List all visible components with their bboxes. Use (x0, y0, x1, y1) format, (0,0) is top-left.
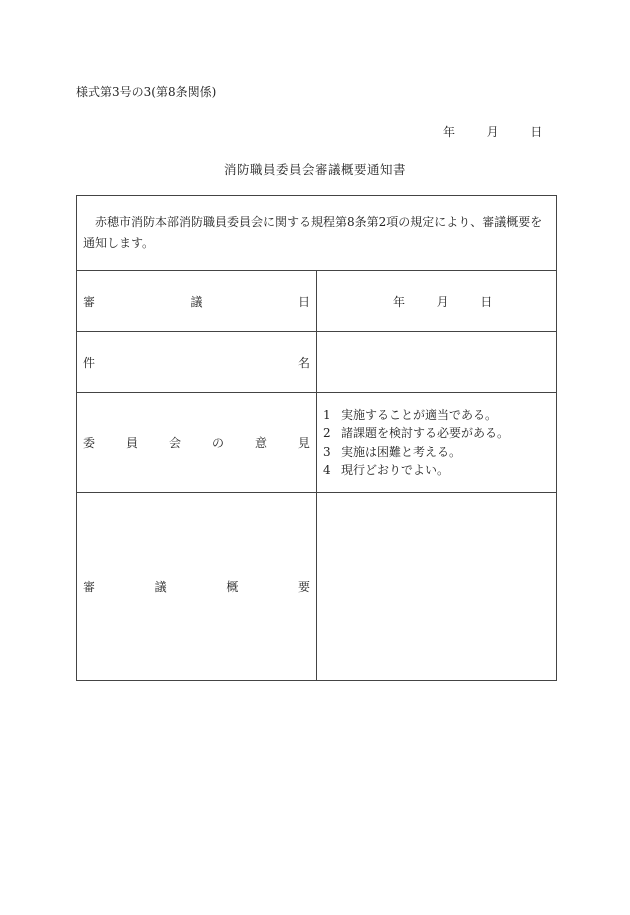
label-char: 意 (254, 436, 267, 450)
deliberation-summary-label (77, 493, 317, 681)
label-char: 審 (83, 580, 96, 594)
date-day-label: 日 (530, 125, 543, 139)
notice-form-table (76, 195, 557, 681)
deliberation-summary-field[interactable] (317, 493, 557, 681)
label-char: 会 (168, 436, 181, 450)
form-number: 様式第3号の3(第8条関係) (76, 85, 217, 99)
opinion-option[interactable] (323, 461, 556, 480)
date-year: 年 (393, 294, 406, 309)
option-number: 3 (323, 444, 331, 459)
opinion-option[interactable] (323, 443, 556, 462)
option-number: 1 (323, 407, 331, 422)
label-char: 議 (190, 294, 203, 309)
date-month-label: 月 (486, 125, 499, 139)
label-char: 見 (297, 436, 310, 450)
intro-text: 赤穂市消防本部消防職員委員会に関する規程第8条第2項の規定により、審議概要を通知します。 (83, 215, 543, 250)
label-char: 委 (83, 436, 96, 450)
option-text: 諸課題を検討する必要がある。 (341, 426, 510, 440)
label-char: 概 (226, 580, 239, 594)
opinion-options (317, 406, 556, 480)
document-title: 消防職員委員会審議概要通知書 (223, 162, 406, 177)
option-number: 2 (323, 426, 331, 440)
date-year-label: 年 (443, 125, 456, 139)
intro-cell (77, 196, 557, 271)
opinion-option[interactable] (323, 406, 556, 425)
opinion-option[interactable] (323, 424, 556, 443)
committee-opinion-label (77, 393, 317, 493)
issue-date (443, 123, 542, 140)
label-char: 件 (83, 355, 96, 370)
committee-opinion-field (317, 393, 557, 493)
option-text: 実施は困難と考える。 (341, 444, 462, 459)
label-char: 員 (125, 436, 138, 450)
option-text: 現行どおりでよい。 (341, 463, 450, 477)
label-char: 議 (154, 580, 167, 594)
deliberation-date-label (77, 271, 317, 332)
date-day: 日 (480, 294, 493, 309)
option-number: 4 (323, 463, 331, 477)
label-char: 要 (297, 580, 310, 594)
label-char: 審 (83, 294, 96, 309)
subject-label (77, 332, 317, 393)
subject-field[interactable] (317, 332, 557, 393)
deliberation-date-field[interactable] (317, 271, 557, 332)
date-month: 月 (436, 294, 449, 309)
label-char: 日 (297, 294, 310, 309)
label-char: 名 (297, 355, 310, 370)
label-char: の (211, 436, 224, 450)
option-text: 実施することが適当である。 (341, 407, 498, 422)
